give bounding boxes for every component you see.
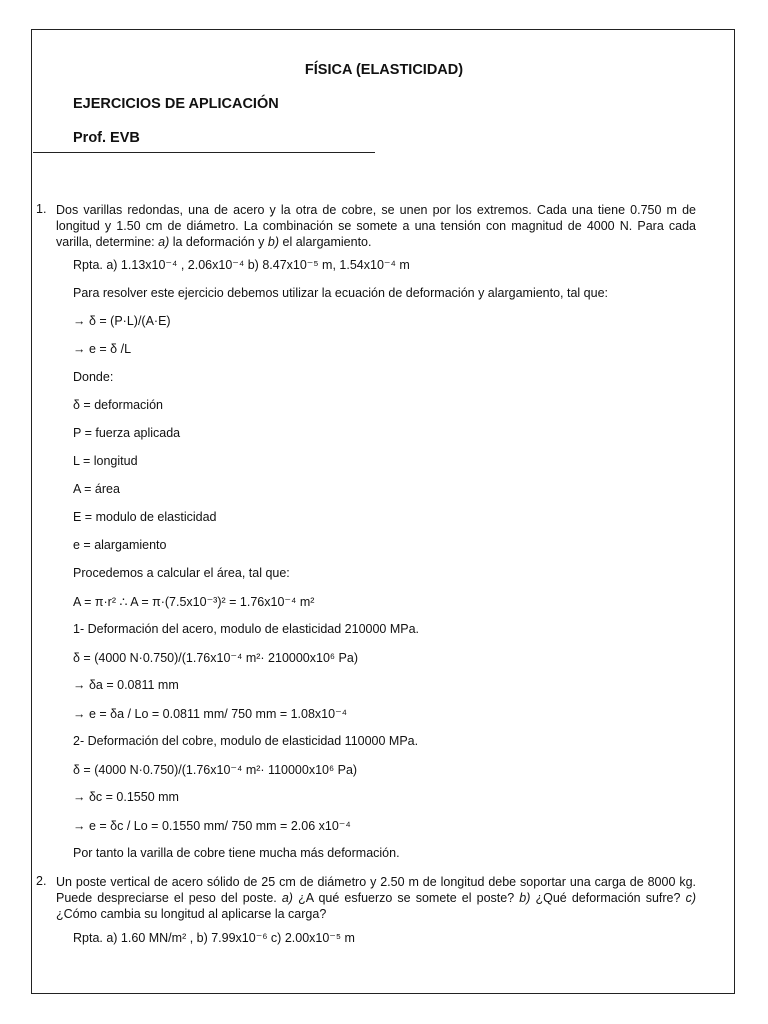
problem-1-answer: Rpta. a) 1.13x10⁻⁴ , 2.06x10⁻⁴ b) 8.47x10⁻⁵ m, 1.54x10⁻⁴ m — [73, 258, 410, 272]
definition-l: L = longitud — [73, 454, 138, 468]
definition-p: P = fuerza aplicada — [73, 426, 181, 440]
definition-a: A = área — [73, 482, 120, 496]
document-subtitle: EJERCICIOS DE APLICACIÓN — [73, 96, 279, 112]
equation-elongation: → e = δ /L — [73, 342, 132, 356]
problem-1-intro: Para resolver este ejercicio debemos utilizar la ecuación de deformación y alargamiento, tal que: — [73, 286, 609, 300]
problem-1-statement: Dos varillas redondas, una de acero y la otra de cobre, se unen por los extremos. Cada una tiene 0.750 m de longitud y 1.50 cm de diámetro. La combinación se somete a una tensión con magnitud de 4000 N. Para cada varilla, determine: a) la deformación y b) el alargamiento. — [56, 203, 696, 249]
copper-deformation: → δc = 0.1550 mm — [73, 790, 179, 804]
steel-section-title: 1- Deformación del acero, modulo de elasticidad 210000 MPa. — [73, 622, 420, 636]
problem-1-conclusion: Por tanto la varilla de cobre tiene mucha más deformación. — [73, 846, 400, 860]
area-intro: Procedemos a calcular el área, tal que: — [73, 566, 290, 580]
steel-elongation: → e = δa / Lo = 0.0811 mm/ 750 mm = 1.08x10⁻⁴ — [73, 707, 348, 721]
area-equation: A = π·r² ∴ A = π·(7.5x10⁻³)² = 1.76x10⁻⁴ m² — [73, 595, 315, 609]
donde-label: Donde: — [73, 370, 114, 384]
problem-1-number: 1. — [36, 202, 47, 216]
problem-2-number: 2. — [36, 874, 47, 888]
problem-2-statement: Un poste vertical de acero sólido de 25 cm de diámetro y 2.50 m de longitud debe soportar una carga de 8000 kg. Puede despreciarse el peso del poste. a) ¿A qué esfuerzo se somete el poste? b) ¿Qué deformación sufre? c) ¿Cómo cambia su longitud al aplicarse la carga? — [56, 875, 696, 921]
header-divider — [33, 152, 375, 153]
definition-delta: δ = deformación — [73, 398, 163, 412]
steel-deformation: → δa = 0.0811 mm — [73, 678, 179, 692]
copper-elongation: → e = δc / Lo = 0.1550 mm/ 750 mm = 2.06 x10⁻⁴ — [73, 819, 351, 833]
author-line: Prof. EVB — [73, 130, 140, 146]
copper-section-title: 2- Deformación del cobre, modulo de elasticidad 110000 MPa. — [73, 734, 419, 748]
definition-e-modulus: E = modulo de elasticidad — [73, 510, 217, 524]
steel-equation: δ = (4000 N·0.750)/(1.76x10⁻⁴ m²· 210000x10⁶ Pa) — [73, 651, 358, 665]
problem-2-answer: Rpta. a) 1.60 MN/m² , b) 7.99x10⁻⁶ c) 2.00x10⁻⁵ m — [73, 931, 355, 945]
definition-e: e = alargamiento — [73, 538, 167, 552]
equation-deformation: → δ = (P·L)/(A·E) — [73, 314, 171, 328]
copper-equation: δ = (4000 N·0.750)/(1.76x10⁻⁴ m²· 110000x10⁶ Pa) — [73, 763, 358, 777]
document-title: FÍSICA (ELASTICIDAD) — [304, 62, 464, 78]
